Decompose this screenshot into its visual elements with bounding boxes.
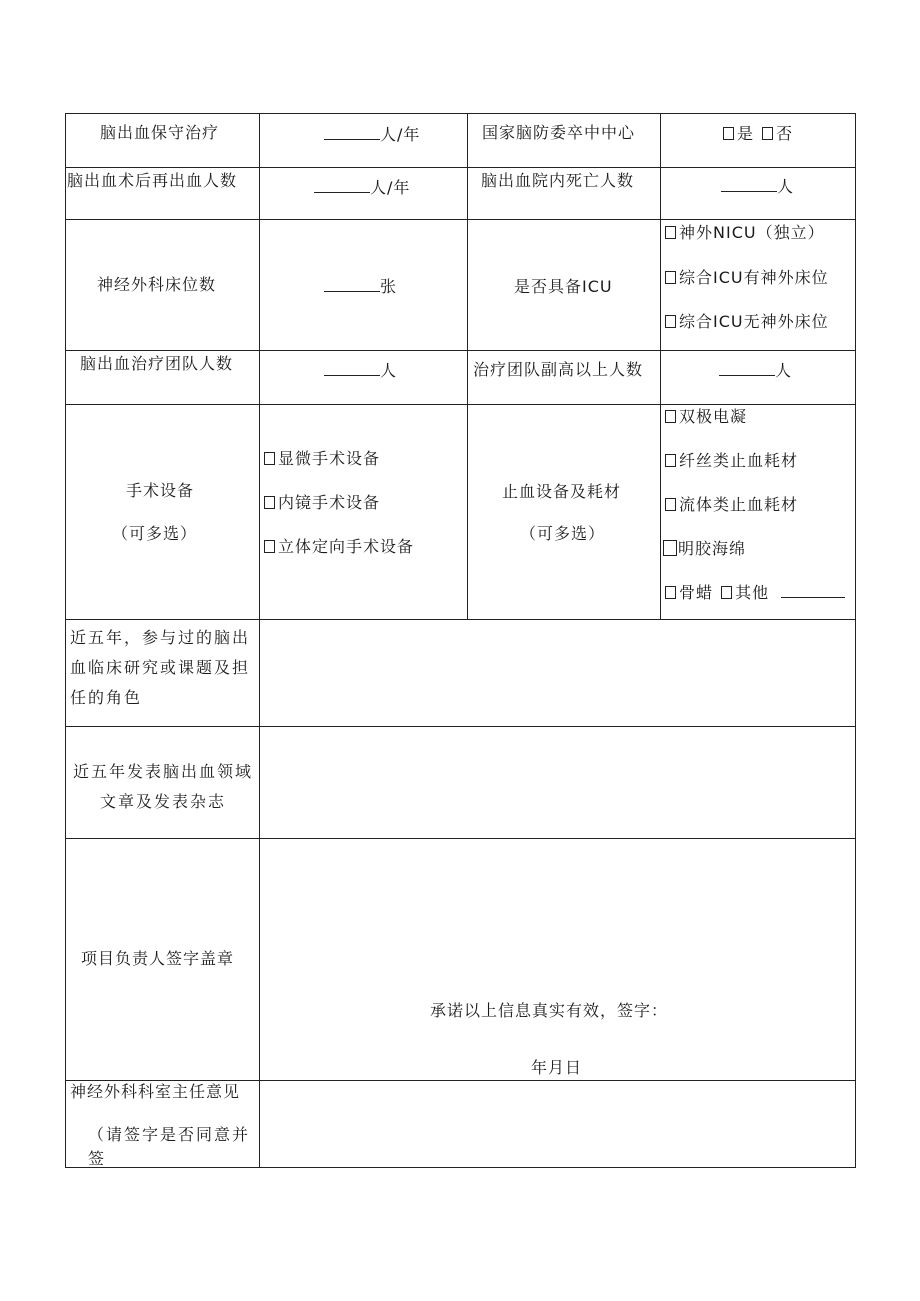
hemostasis-label-cell <box>467 404 661 620</box>
hemostasis-options-cell <box>660 404 856 620</box>
signature-value-cell[interactable] <box>259 838 856 1081</box>
hemostasis-option-label: 流体类止血耗材 <box>679 495 799 514</box>
rebleed-unit: 人/年 <box>370 178 411 197</box>
hemostasis-option-flowable[interactable] <box>665 495 798 515</box>
research-value-cell[interactable] <box>259 619 856 727</box>
icu-options-cell <box>660 219 856 351</box>
icu-option-general-with-beds[interactable] <box>665 268 829 288</box>
death-label: 脑出血院内死亡人数 <box>481 171 635 190</box>
team-value-cell[interactable] <box>259 350 468 405</box>
senior-value-field[interactable] <box>719 361 792 381</box>
icu-option-general-without-beds[interactable] <box>665 312 829 332</box>
beds-unit: 张 <box>380 277 398 296</box>
senior-label-cell <box>467 350 661 405</box>
conservative-label-cell <box>65 113 260 168</box>
publications-label: 近五年发表脑出血领域文章及发表杂志 <box>72 762 253 811</box>
beds-label-cell <box>65 219 260 351</box>
equipment-option-label: 立体定向手术设备 <box>278 537 415 556</box>
equipment-label-cell <box>65 404 260 620</box>
date-text: 年月日 <box>531 1058 583 1077</box>
no-checkbox[interactable] <box>762 127 773 140</box>
director-label-cell <box>65 1080 260 1168</box>
equipment-note: （可多选） <box>112 524 198 543</box>
other-checkbox[interactable] <box>721 586 732 599</box>
hemostasis-note: （可多选） <box>520 524 606 543</box>
icu-option-checkbox[interactable] <box>665 226 676 239</box>
hemostasis-checkbox[interactable] <box>665 454 676 467</box>
icu-option-label: 综合ICU无神外床位 <box>679 312 829 331</box>
hemostasis-label: 止血设备及耗材 <box>502 482 622 501</box>
equipment-option-label: 显微手术设备 <box>278 449 381 468</box>
commitment-text: 承诺以上信息真实有效，签字： <box>430 1001 669 1020</box>
hemostasis-option-gelatin[interactable] <box>663 539 746 559</box>
director-label: 神经外科科室主任意见 <box>70 1082 241 1101</box>
other-label: 其他 <box>735 583 770 602</box>
team-label: 脑出血治疗团队人数 <box>80 354 234 373</box>
rebleed-blank[interactable] <box>314 178 370 193</box>
hemostasis-checkbox[interactable] <box>665 498 676 511</box>
equipment-option-stereotactic[interactable] <box>264 537 414 557</box>
publications-value-cell[interactable] <box>259 726 856 839</box>
hemostasis-checkbox[interactable] <box>663 540 677 556</box>
beds-label: 神经外科床位数 <box>97 275 217 294</box>
icu-option-label: 综合ICU有神外床位 <box>679 268 829 287</box>
research-label-cell <box>65 619 260 727</box>
hemostasis-option-label: 纤丝类止血耗材 <box>679 451 799 470</box>
stroke-center-label-cell <box>467 113 661 168</box>
hemostasis-checkbox[interactable] <box>665 586 676 599</box>
icu-option-nicu[interactable] <box>665 223 825 243</box>
stroke-center-options <box>723 124 793 144</box>
conservative-blank[interactable] <box>324 125 380 140</box>
senior-label: 治疗团队副高以上人数 <box>473 360 644 379</box>
equipment-checkbox[interactable] <box>264 496 275 509</box>
beds-value-field[interactable] <box>324 277 397 297</box>
hemostasis-checkbox[interactable] <box>665 410 676 423</box>
rebleed-label-cell <box>65 167 260 220</box>
equipment-option-microscope[interactable] <box>264 449 380 469</box>
team-value-field[interactable] <box>324 361 397 381</box>
icu-option-label: 神外NICU（独立） <box>679 223 825 242</box>
icu-label-cell <box>467 219 661 351</box>
icu-option-checkbox[interactable] <box>665 315 676 328</box>
equipment-checkbox[interactable] <box>264 540 275 553</box>
rebleed-value-field[interactable] <box>314 178 410 198</box>
death-label-cell <box>467 167 661 220</box>
equipment-options-cell <box>259 404 468 620</box>
hemostasis-option-label: 骨蜡 <box>679 583 714 602</box>
death-unit: 人 <box>777 177 795 196</box>
hemostasis-option-bonewax[interactable] <box>665 583 845 603</box>
hemostasis-option-label: 双极电凝 <box>679 407 748 426</box>
equipment-option-endoscope[interactable] <box>264 493 380 513</box>
senior-blank[interactable] <box>719 361 775 376</box>
stroke-center-label: 国家脑防委卒中中心 <box>482 123 636 142</box>
beds-value-cell[interactable] <box>259 219 468 351</box>
team-label-cell <box>65 350 260 405</box>
stroke-center-value-cell <box>660 113 856 168</box>
publications-label-cell <box>65 726 260 839</box>
signature-label-cell <box>65 838 260 1081</box>
equipment-checkbox[interactable] <box>264 452 275 465</box>
death-value-cell[interactable] <box>660 167 856 220</box>
conservative-unit: 人/年 <box>380 125 421 144</box>
rebleed-label: 脑出血术后再出血人数 <box>67 171 238 190</box>
death-blank[interactable] <box>721 177 777 192</box>
signature-label: 项目负责人签字盖章 <box>81 949 235 968</box>
hemostasis-option-label: 明胶海绵 <box>678 539 747 558</box>
hemostasis-option-bipolar[interactable] <box>665 407 747 427</box>
hemostasis-option-fibrillar[interactable] <box>665 451 798 471</box>
senior-unit: 人 <box>775 361 793 380</box>
conservative-value-field[interactable] <box>324 125 420 145</box>
rebleed-value-cell[interactable] <box>259 167 468 220</box>
equipment-label: 手术设备 <box>126 481 195 500</box>
beds-blank[interactable] <box>324 277 380 292</box>
director-value-cell[interactable] <box>259 1080 856 1168</box>
death-value-field[interactable] <box>721 177 794 197</box>
icu-option-checkbox[interactable] <box>665 271 676 284</box>
yes-checkbox[interactable] <box>723 127 734 140</box>
team-unit: 人 <box>380 361 398 380</box>
team-blank[interactable] <box>324 361 380 376</box>
director-note: （请签字是否同意并签 <box>88 1125 251 1168</box>
no-label: 否 <box>776 124 794 143</box>
conservative-value-cell[interactable] <box>259 113 468 168</box>
senior-value-cell[interactable] <box>660 350 856 405</box>
research-label: 近五年，参与过的脑出血临床研究或课题及担任的角色 <box>70 628 251 707</box>
conservative-label: 脑出血保守治疗 <box>100 123 220 142</box>
other-blank[interactable] <box>781 583 845 598</box>
yes-label: 是 <box>737 124 755 143</box>
icu-label: 是否具备ICU <box>514 277 613 296</box>
equipment-option-label: 内镜手术设备 <box>278 493 381 512</box>
